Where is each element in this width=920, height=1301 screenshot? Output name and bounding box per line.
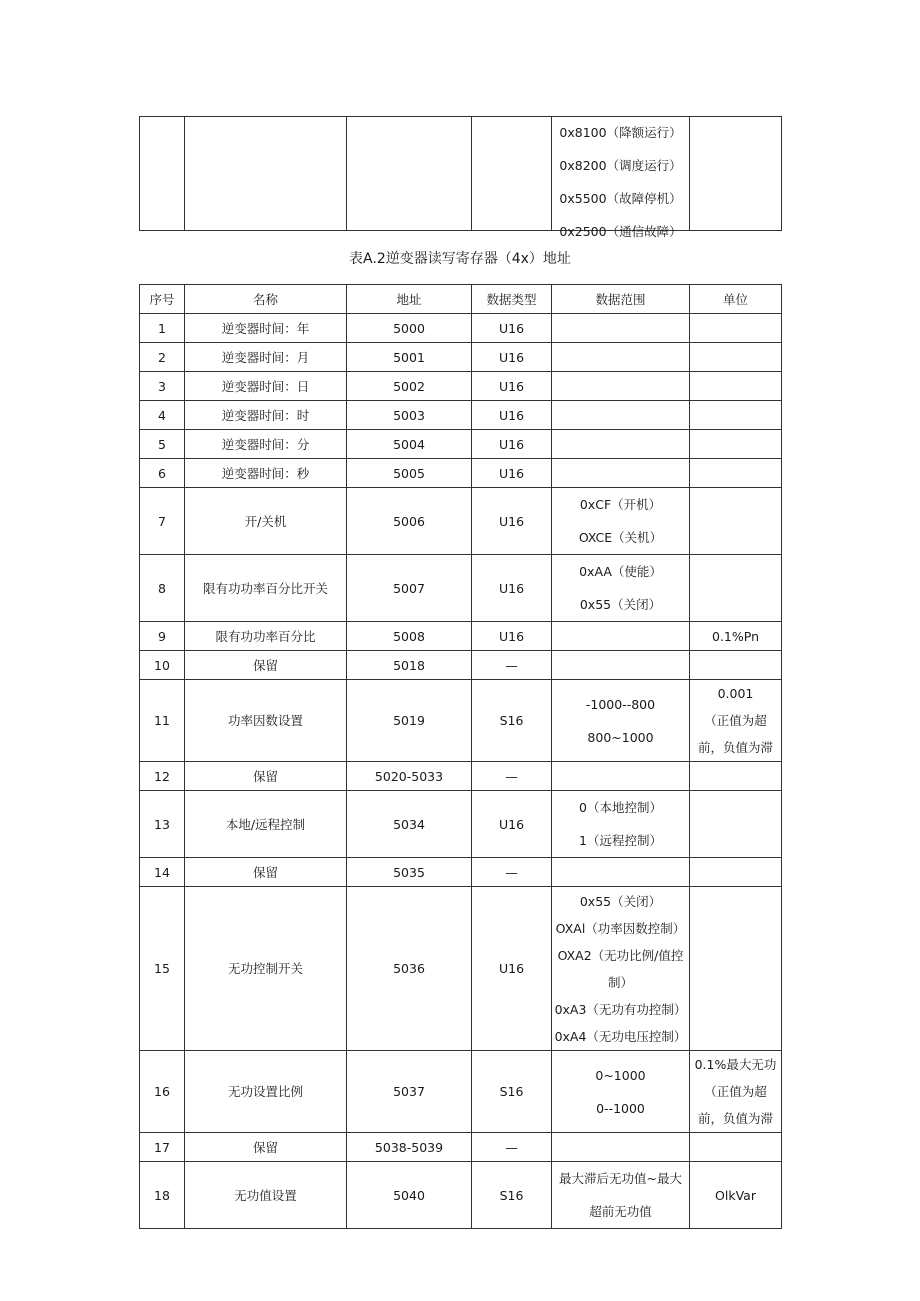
cell-no: 3 [140,372,185,401]
range-line: OXCE（关机） [578,530,663,545]
cell-address: 5005 [347,459,472,488]
table-row [140,1162,782,1229]
cell-no: 17 [140,1133,185,1162]
cell-address: 5004 [347,430,472,459]
cell-data-type: U16 [472,343,552,372]
cell-name: 保留 [185,651,347,680]
cell-data-range [552,762,690,791]
table-row [140,680,782,762]
cell-name: 无功设置比例 [185,1051,347,1133]
table-row [140,430,782,459]
unit-line: （正值为超 [704,1084,767,1099]
cell-unit [690,680,782,762]
previous-table-fragment [139,116,782,239]
cell-data-range [552,488,690,555]
cell-address: 5034 [347,791,472,858]
cell-address: 5019 [347,680,472,762]
header-unit: 单位 [690,285,782,314]
cell-data-range [552,791,690,858]
cell-data-type: S16 [472,680,552,762]
cell-no: 16 [140,1051,185,1133]
header-no: 序号 [140,285,185,314]
cell-unit [690,343,782,372]
cell-no: 6 [140,459,185,488]
unit-line: 前，负值为滞 [697,740,773,755]
cell-data-type: — [472,651,552,680]
cell-name: 逆变器时间：月 [185,343,347,372]
range-line: 0x5500（故障停机） [559,191,682,206]
unit-line: （正值为超 [704,713,767,728]
cell-no: 12 [140,762,185,791]
cell-name: 逆变器时间：秒 [185,459,347,488]
cell-address: 5040 [347,1162,472,1229]
range-line: 最大滞后无功值~最大 [559,1171,682,1186]
cell-unit [690,1133,782,1162]
cell-name: 本地/远程控制 [185,791,347,858]
cell-name: 限有功功率百分比开关 [185,555,347,622]
header-address: 地址 [347,285,472,314]
cell-unit [690,762,782,791]
cell-data-type: U16 [472,887,552,1051]
table-title: 表A.2逆变器读写寄存器（4x）地址 [349,251,571,267]
table-row [140,651,782,680]
fragment-cell-no [140,117,185,231]
cell-data-type: S16 [472,1051,552,1133]
cell-no: 10 [140,651,185,680]
cell-name: 保留 [185,1133,347,1162]
register-table [139,284,782,1229]
cell-name: 开/关机 [185,488,347,555]
range-line: OXAl（功率因数控制） [555,920,686,936]
range-line: 0xA4（无功电压控制） [554,1028,687,1044]
range-line: 0xA3（无功有功控制） [554,1001,687,1017]
cell-address: 5018 [347,651,472,680]
table-row [140,459,782,488]
table-row [140,555,782,622]
range-line: 0x55（关闭） [579,893,662,909]
cell-no: 15 [140,887,185,1051]
range-line: 超前无功值 [589,1204,652,1219]
range-line: 制） [607,974,633,990]
cell-data-range [552,459,690,488]
cell-data-type: U16 [472,791,552,858]
table-row [140,117,782,231]
cell-data-type: U16 [472,488,552,555]
cell-unit [690,622,782,651]
cell-no: 13 [140,791,185,858]
header-name: 名称 [185,285,347,314]
cell-data-range [552,680,690,762]
table-row [140,372,782,401]
range-line: 0（本地控制） [579,800,662,815]
fragment-cell-name [185,117,347,231]
cell-address: 5007 [347,555,472,622]
cell-name: 逆变器时间：时 [185,401,347,430]
cell-name: 无功值设置 [185,1162,347,1229]
cell-unit [690,651,782,680]
fragment-cell-addr [347,117,472,231]
cell-unit [690,488,782,555]
range-line: OXA2（无功比例/值控 [557,947,684,963]
cell-address: 5008 [347,622,472,651]
cell-name: 保留 [185,762,347,791]
cell-address: 5038-5039 [347,1133,472,1162]
cell-data-range [552,1133,690,1162]
range-line: 0--1000 [596,1100,645,1116]
cell-unit [690,1162,782,1229]
cell-name: 功率因数设置 [185,680,347,762]
table-row [140,791,782,858]
fragment-cell-range [552,117,690,239]
cell-address: 5001 [347,343,472,372]
cell-address: 5036 [347,887,472,1051]
range-line: 0~1000 [595,1067,646,1083]
unit-line: 0.1%最大无功 [694,1057,777,1072]
cell-unit [690,1051,782,1133]
cell-data-range [552,430,690,459]
table-row [140,887,782,1051]
cell-data-range [552,1162,690,1229]
cell-no: 2 [140,343,185,372]
cell-address: 5020-5033 [347,762,472,791]
cell-address: 5035 [347,858,472,887]
range-line: 800~1000 [587,729,654,745]
cell-unit [690,459,782,488]
table-row [140,858,782,887]
cell-data-type: U16 [472,622,552,651]
header-data-range: 数据范围 [552,285,690,314]
cell-no: 18 [140,1162,185,1229]
range-line: -1000--800 [585,696,656,712]
cell-name: 无功控制开关 [185,887,347,1051]
cell-no: 4 [140,401,185,430]
header-data-type: 数据类型 [472,285,552,314]
cell-no: 9 [140,622,185,651]
unit-line: 0.1%Pn [712,628,759,644]
cell-no: 1 [140,314,185,343]
cell-unit [690,372,782,401]
range-line: 0xAA（使能） [579,564,662,579]
cell-no: 14 [140,858,185,887]
cell-data-range [552,343,690,372]
table-row [140,1133,782,1162]
cell-unit [690,555,782,622]
fragment-cell-unit [690,117,782,231]
cell-data-type: U16 [472,372,552,401]
cell-data-range [552,651,690,680]
cell-data-range [552,555,690,622]
cell-data-type: U16 [472,314,552,343]
cell-no: 5 [140,430,185,459]
table-row [140,1051,782,1133]
cell-unit [690,887,782,1051]
header-row [140,285,782,314]
cell-data-type: U16 [472,555,552,622]
cell-data-range [552,622,690,651]
table-row [140,343,782,372]
table-row [140,401,782,430]
range-line: 0x8100（降额运行） [559,125,682,140]
cell-data-range [552,887,690,1051]
cell-address: 5003 [347,401,472,430]
range-line: 0xCF（开机） [579,497,662,512]
unit-line: 0.001 [717,686,754,701]
cell-data-range [552,372,690,401]
table-row [140,622,782,651]
cell-name: 逆变器时间：日 [185,372,347,401]
range-line: 0x8200（调度运行） [559,158,682,173]
range-line: 1（远程控制） [579,833,662,848]
range-line: 0x55（关闭） [579,597,662,612]
cell-data-type: U16 [472,459,552,488]
cell-data-type: U16 [472,401,552,430]
cell-address: 5037 [347,1051,472,1133]
cell-address: 5002 [347,372,472,401]
cell-address: 5006 [347,488,472,555]
cell-unit [690,430,782,459]
table-row [140,488,782,555]
cell-data-type: — [472,858,552,887]
cell-no: 7 [140,488,185,555]
cell-no: 8 [140,555,185,622]
cell-name: 限有功功率百分比 [185,622,347,651]
table-row [140,762,782,791]
cell-name: 逆变器时间：年 [185,314,347,343]
cell-name: 逆变器时间：分 [185,430,347,459]
cell-data-type: S16 [472,1162,552,1229]
unit-line: OlkVar [715,1187,756,1203]
cell-data-range [552,314,690,343]
cell-data-type: — [472,1133,552,1162]
cell-data-range [552,858,690,887]
cell-unit [690,401,782,430]
range-line: 0x2500（通信故障） [559,224,682,239]
cell-address: 5000 [347,314,472,343]
unit-line: 前，负值为滞 [697,1111,773,1126]
cell-unit [690,858,782,887]
cell-no: 11 [140,680,185,762]
cell-data-type: — [472,762,552,791]
cell-data-range [552,401,690,430]
cell-data-range [552,1051,690,1133]
cell-unit [690,791,782,858]
cell-data-type: U16 [472,430,552,459]
table-row [140,314,782,343]
cell-name: 保留 [185,858,347,887]
cell-unit [690,314,782,343]
fragment-cell-type [472,117,552,231]
